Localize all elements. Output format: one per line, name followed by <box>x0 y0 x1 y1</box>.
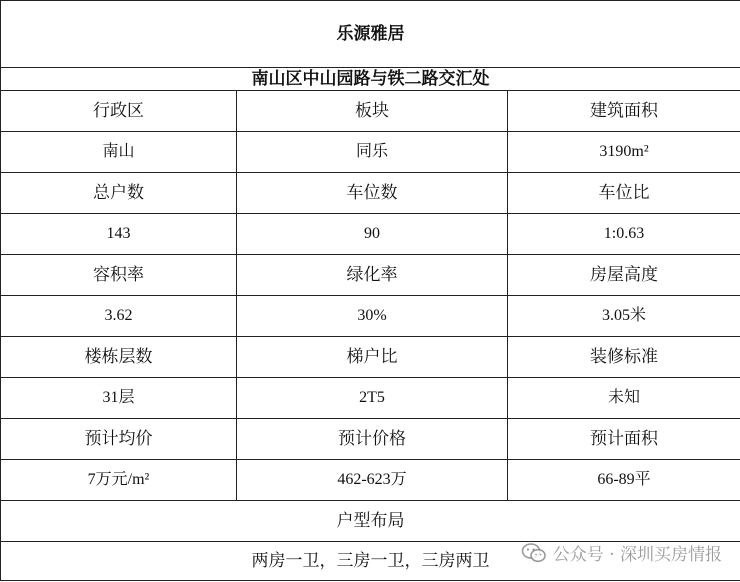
value-row <box>1 460 740 501</box>
value-row <box>1 296 740 337</box>
label-row <box>1 173 740 214</box>
project-address: 南山区中山园路与铁二路交汇处 <box>1 68 740 91</box>
label-block: 板块 <box>237 91 508 132</box>
label-total-price: 预计价格 <box>237 419 508 460</box>
label-parking-spaces: 车位数 <box>237 173 508 214</box>
value-building-floors: 31层 <box>1 378 237 419</box>
label-row <box>1 337 740 378</box>
label-row <box>1 419 740 460</box>
label-plot-ratio: 容积率 <box>1 255 237 296</box>
value-row <box>1 378 740 419</box>
value-decoration: 未知 <box>508 378 740 419</box>
value-avg-price: 7万元/m² <box>1 460 237 501</box>
value-block: 同乐 <box>237 132 508 173</box>
label-green-ratio: 绿化率 <box>237 255 508 296</box>
label-elevator-ratio: 梯户比 <box>237 337 508 378</box>
value-floor-height: 3.05米 <box>508 296 740 337</box>
label-district: 行政区 <box>1 91 237 132</box>
label-households: 总户数 <box>1 173 237 214</box>
label-row <box>1 255 740 296</box>
label-unit-area: 预计面积 <box>508 419 740 460</box>
wechat-icon <box>521 542 547 564</box>
label-avg-price: 预计均价 <box>1 419 237 460</box>
value-green-ratio: 30% <box>237 296 508 337</box>
project-title: 乐源雅居 <box>1 1 740 68</box>
layout-section-value: 两房一卫，三房一卫，三房两卫 <box>1 542 740 581</box>
label-building-floors: 楼栋层数 <box>1 337 237 378</box>
watermark-text: 公众号 · 深圳买房情报 <box>552 545 722 565</box>
value-parking-spaces: 90 <box>237 214 508 255</box>
value-parking-ratio: 1:0.63 <box>508 214 740 255</box>
label-parking-ratio: 车位比 <box>508 173 740 214</box>
value-row <box>1 214 740 255</box>
layout-section-label: 户型布局 <box>1 501 740 542</box>
value-plot-ratio: 3.62 <box>1 296 237 337</box>
value-district: 南山 <box>1 132 237 173</box>
value-floor-area: 3190m² <box>508 132 740 173</box>
watermark <box>521 540 722 565</box>
label-floor-height: 房屋高度 <box>508 255 740 296</box>
value-row <box>1 132 740 173</box>
value-households: 143 <box>1 214 237 255</box>
label-floor-area: 建筑面积 <box>508 91 740 132</box>
value-unit-area: 66-89平 <box>508 460 740 501</box>
label-row <box>1 91 740 132</box>
value-total-price: 462-623万 <box>237 460 508 501</box>
value-elevator-ratio: 2T5 <box>237 378 508 419</box>
label-decoration: 装修标准 <box>508 337 740 378</box>
